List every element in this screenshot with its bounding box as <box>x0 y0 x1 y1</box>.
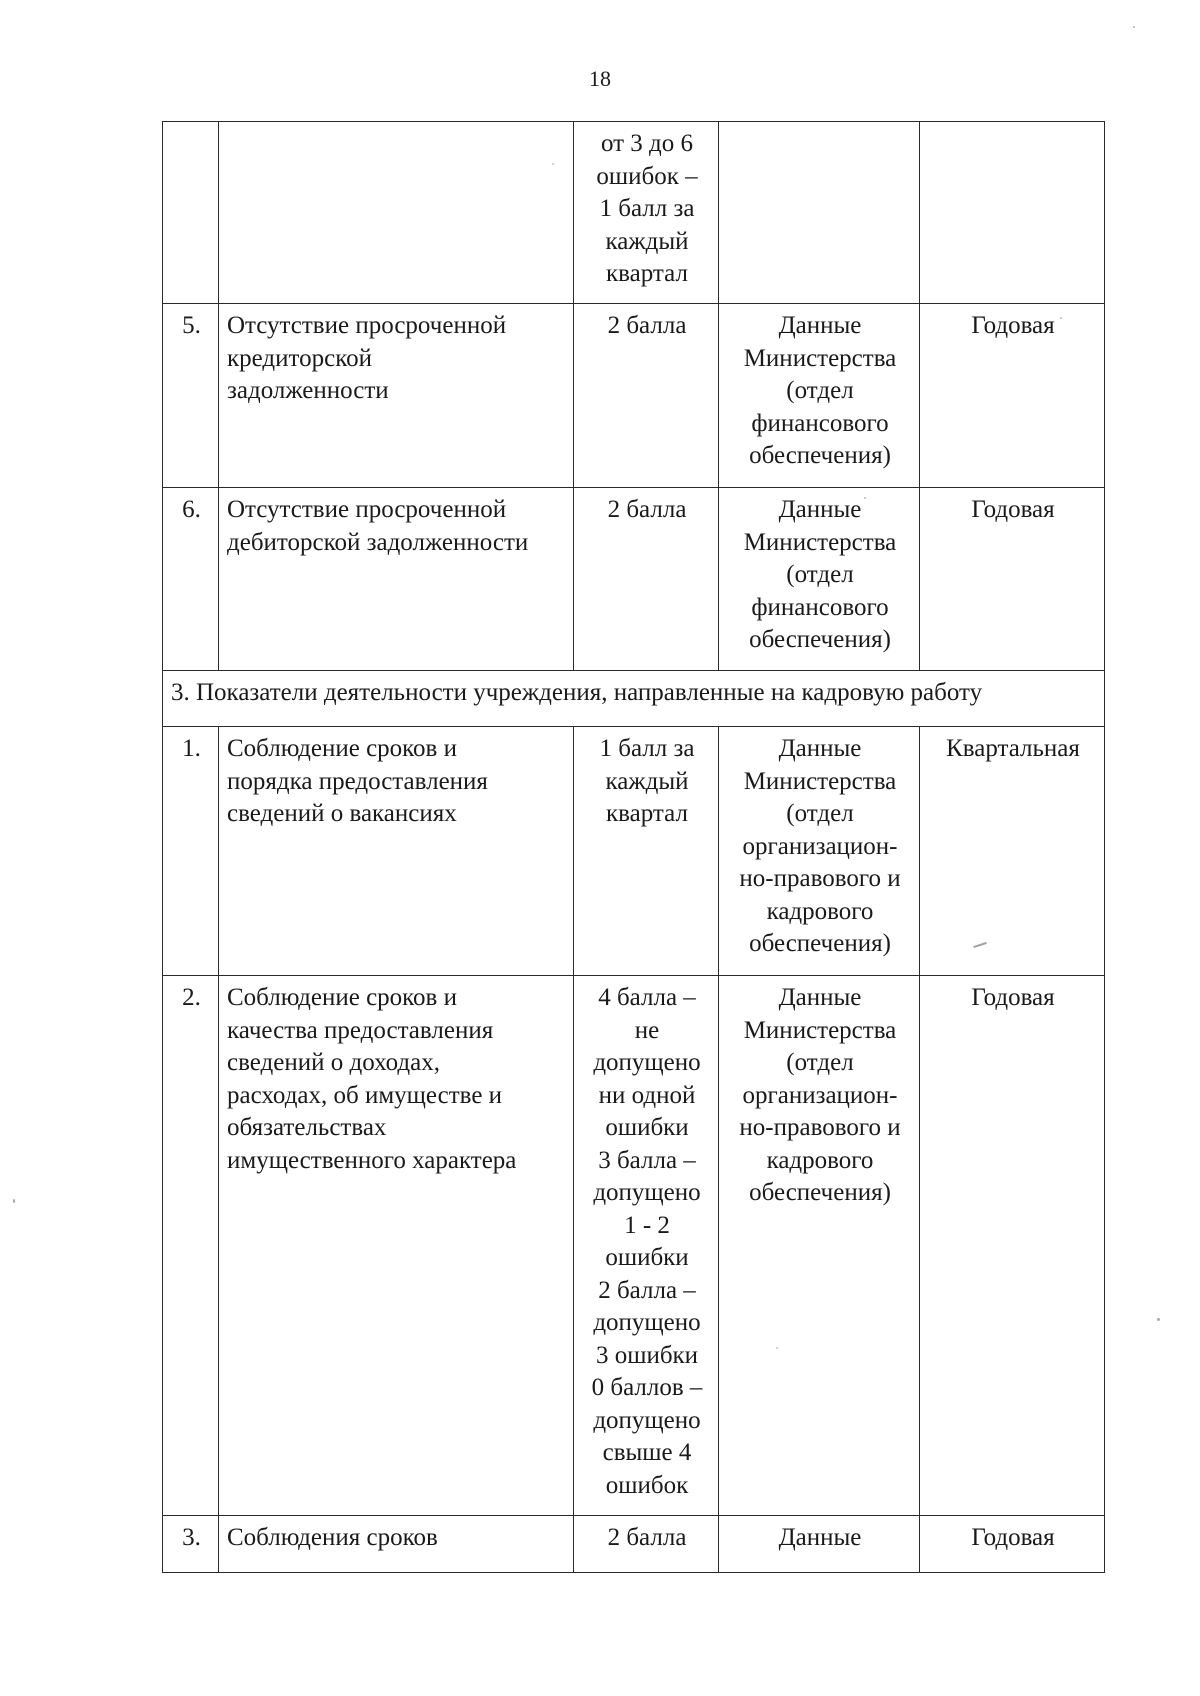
row-number-cell: 6. <box>163 488 219 671</box>
table-row <box>163 976 1105 1516</box>
indicator-name-cell: Отсутствие просроченной дебиторской задолженности <box>219 488 574 671</box>
data-source-cell: Данные Министерства (отдел организацион- но-правового и кадрового обеспечения) <box>719 976 920 1516</box>
scan-speck <box>13 1199 15 1203</box>
table-row <box>163 1516 1105 1573</box>
scan-speck <box>1157 1318 1160 1321</box>
table-row <box>163 304 1105 488</box>
periodicity-cell <box>920 122 1105 304</box>
data-source-cell: Данные Министерства (отдел организацион- но-правового и кадрового обеспечения) <box>719 727 920 976</box>
score-cell: 1 балл за каждый квартал <box>574 727 719 976</box>
periodicity-cell: Годовая <box>920 488 1105 671</box>
criteria-table <box>162 121 1105 1573</box>
periodicity-cell: Годовая <box>920 304 1105 488</box>
data-source-cell: Данные <box>719 1516 920 1573</box>
score-cell: от 3 до 6 ошибок – 1 балл за каждый квартал <box>574 122 719 304</box>
data-source-cell: Данные Министерства (отдел финансового обеспечения) <box>719 304 920 488</box>
page-number: 18 <box>589 66 611 91</box>
periodicity-cell: Годовая <box>920 976 1105 1516</box>
score-cell: 4 балла – не допущено ни одной ошибки 3 балла – допущено 1 - 2 ошибки 2 балла – допущено 3 ошибки 0 баллов – допущено свыше 4 ошибок <box>574 976 719 1516</box>
table-row <box>163 122 1105 304</box>
data-source-cell: Данные Министерства (отдел финансового обеспечения) <box>719 488 920 671</box>
indicator-name-cell: Соблюдение сроков и качества предоставления сведений о доходах, расходах, об имуществе и обязательствах имущественного характера <box>219 976 574 1516</box>
table-row <box>163 727 1105 976</box>
scan-speck <box>776 1347 778 1349</box>
data-source-cell <box>719 122 920 304</box>
scan-speck <box>864 497 866 499</box>
score-cell: 2 балла <box>574 1516 719 1573</box>
section-title: 3. Показатели деятельности учреждения, направленные на кадровую работу <box>163 671 1105 727</box>
scan-speck <box>1060 317 1062 319</box>
periodicity-cell: Квартальная <box>920 727 1105 976</box>
periodicity-cell: Годовая <box>920 1516 1105 1573</box>
indicator-name-cell: Соблюдения сроков <box>219 1516 574 1573</box>
scan-speck <box>1133 26 1135 28</box>
indicator-name-cell <box>219 122 574 304</box>
row-number-cell: 2. <box>163 976 219 1516</box>
indicator-name-cell: Отсутствие просроченной кредиторской задолженности <box>219 304 574 488</box>
scan-speck <box>552 163 554 165</box>
indicator-name-cell: Соблюдение сроков и порядка предоставления сведений о вакансиях <box>219 727 574 976</box>
score-cell: 2 балла <box>574 488 719 671</box>
row-number-cell: 3. <box>163 1516 219 1573</box>
row-number-cell: 5. <box>163 304 219 488</box>
section-header-row <box>163 671 1105 727</box>
score-cell: 2 балла <box>574 304 719 488</box>
row-number-cell <box>163 122 219 304</box>
table-row <box>163 488 1105 671</box>
row-number-cell: 1. <box>163 727 219 976</box>
